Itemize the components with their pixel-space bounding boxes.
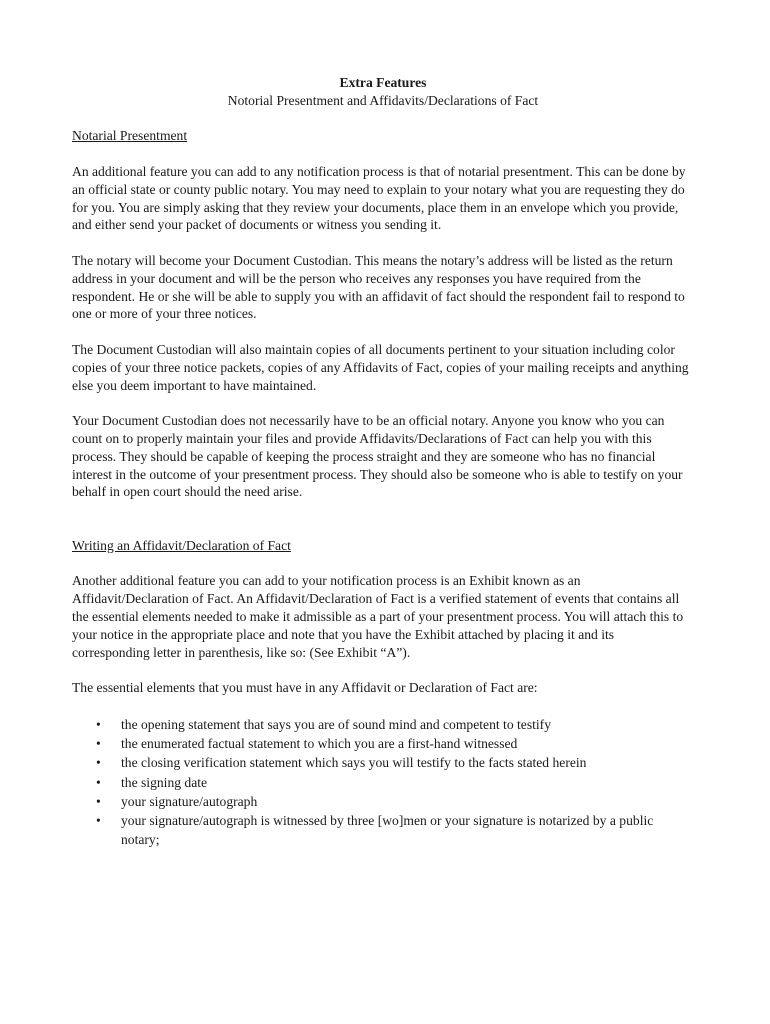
bullet-icon: • xyxy=(96,755,101,771)
bullet-icon: • xyxy=(96,793,101,809)
paragraph: The essential elements that you must have in any Affidavit or Declaration of Fact are: xyxy=(72,680,538,696)
paragraph: The Document Custodian will also maintain copies of all documents pertinent to your situation including color copies of your three notice packets, copies of any Affidavits of Fact, copies of your mailing receipts and anything else you deem important to have maintained. xyxy=(72,341,689,393)
bullet-icon: • xyxy=(96,716,101,732)
bullet-icon: • xyxy=(96,774,101,790)
list-item xyxy=(72,792,690,811)
list-item xyxy=(72,811,690,849)
bullet-icon: • xyxy=(96,735,101,751)
list-item-text: the closing verification statement which says you will testify to the facts stated herein xyxy=(121,755,587,771)
list-item-text: the opening statement that says you are of sound mind and competent to testify xyxy=(121,716,551,732)
paragraph: Another additional feature you can add to your notification process is an Exhibit known as an Affidavit/Declaration of Fact. An Affidavit/Declaration of Fact is a verified statement of events that contains all the essential elements needed to make it admissible as a part of your presentment process. You will attach this to your notice in the appropriate place and note that you have the Exhibit attached by placing it and its corresponding letter in parenthesis, like so: (See Exhibit “A”). xyxy=(72,573,684,660)
document-page xyxy=(72,74,690,849)
list-item xyxy=(72,734,690,753)
document-subtitle: Notorial Presentment and Affidavits/Declarations of Fact xyxy=(227,92,539,108)
essential-elements-list xyxy=(72,715,690,849)
list-item xyxy=(72,753,690,772)
document-title: Extra Features xyxy=(339,75,427,90)
paragraph: The notary will become your Document Custodian. This means the notary’s address will be listed as the return address in your document and will be the person who receives any responses you have required from the respondent. He or she will be able to supply you with an affidavit of fact should the respondent fail to respond to one or more of your three notices. xyxy=(72,252,685,322)
list-item-text: the signing date xyxy=(121,774,208,790)
section-heading-affidavit: Writing an Affidavit/Declaration of Fact xyxy=(72,537,291,553)
bullet-icon: • xyxy=(96,813,101,829)
list-item xyxy=(72,715,690,734)
spacer xyxy=(72,519,690,537)
list-item-text: your signature/autograph xyxy=(121,793,258,809)
list-item-text: the enumerated factual statement to which you are a first-hand witnessed xyxy=(121,735,518,751)
list-item xyxy=(72,773,690,792)
paragraph: Your Document Custodian does not necessarily have to be an official notary. Anyone you know who you can count on to properly maintain your files and provide Affidavits/Declarations of Fact can help you with this process. They should be capable of keeping the process straight and they are someone who has no financial interest in the outcome of your presentment process. They should also be someone who is able to testify on your behalf in open court should the need arise. xyxy=(72,413,683,500)
section-heading-notarial-presentment: Notarial Presentment xyxy=(72,128,188,144)
list-item-text: your signature/autograph is witnessed by three [wo]men or your signature is notarized by a public notary; xyxy=(121,813,654,848)
paragraph: An additional feature you can add to any notification process is that of notarial presentment. This can be done by an official state or county public notary. You may need to explain to your notary what you are requesting they do for you. You are simply asking that they review your documents, place them in an envelope which you provide, and either send your packet of documents or witness you sending it. xyxy=(72,163,686,233)
